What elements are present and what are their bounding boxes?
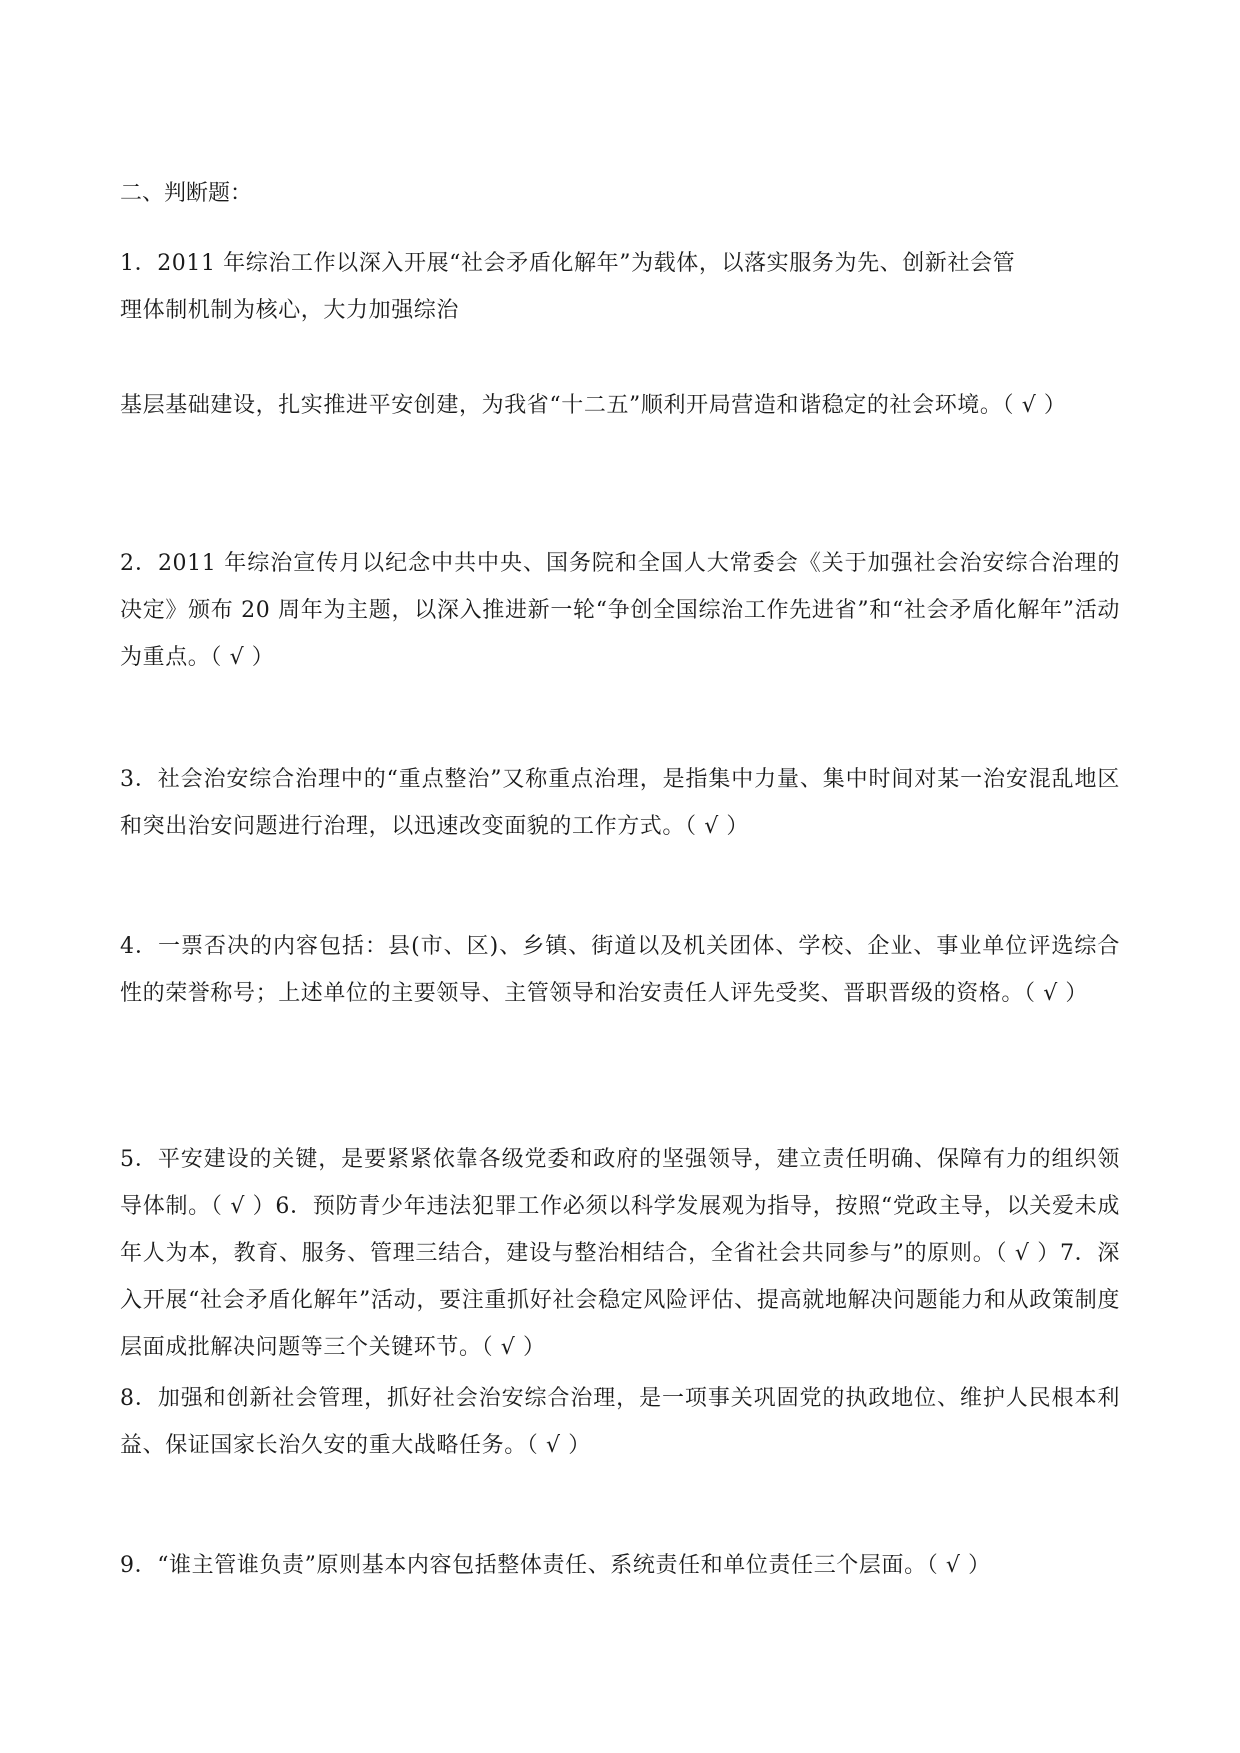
question-8: 8．加强和创新社会管理，抓好社会治安综合治理，是一项事关巩固党的执政地位、维护人民根本利益、保证国家长治久安的重大战略任务。（ √ ） <box>120 1386 1120 1458</box>
section-title: 二、判断题： <box>120 181 253 206</box>
question-3: 3．社会治安综合治理中的“重点整治”又称重点治理，是指集中力量、集中时间对某一治安混乱地区和突出治安问题进行治理，以迅速改变面貌的工作方式。（ √ ） <box>120 767 1120 839</box>
question-1-continuation: 基层基础建设，扎实推进平安创建，为我省“十二五”顺利开局营造和谐稳定的社会环境。（ √ ） <box>120 393 1067 418</box>
questions-5-to-7: 5．平安建设的关键，是要紧紧依靠各级党委和政府的坚强领导，建立责任明确、保障有力的组织领导体制。（ √ ）6．预防青少年违法犯罪工作必须以科学发展观为指导，按照“党政主导，以关爱未成年人为本，教育、服务、管理三结合，建设与整治相结合，全省社会共同参与”的原则。（ √ ）7．深入开展“社会矛盾化解年”活动，要注重抓好社会稳定风险评估、提高就地解决问题能力和从政策制度层面成批解决问题等三个关键环节。（ √ ） <box>120 1147 1120 1360</box>
question-1-line-2: 理体制机制为核心，大力加强综治 <box>120 298 460 323</box>
question-1-line-1: 1．2011 年综治工作以深入开展“社会矛盾化解年”为载体，以落实服务为先、创新社会管 <box>120 251 1016 276</box>
question-2: 2．2011 年综治宣传月以纪念中共中央、国务院和全国人大常委会《关于加强社会治安综合治理的决定》颁布 20 周年为主题，以深入推进新一轮“争创全国综治工作先进省”和“社会矛盾化解年”活动为重点。（ √ ） <box>120 551 1120 670</box>
question-9: 9．“谁主管谁负责”原则基本内容包括整体责任、系统责任和单位责任三个层面。（ √ ） <box>120 1553 991 1578</box>
question-4: 4．一票否决的内容包括：县(市、区)、乡镇、街道以及机关团体、学校、企业、事业单位评选综合性的荣誉称号；上述单位的主要领导、主管领导和治安责任人评先受奖、晋职晋级的资格。（ √ ） <box>120 934 1120 1006</box>
